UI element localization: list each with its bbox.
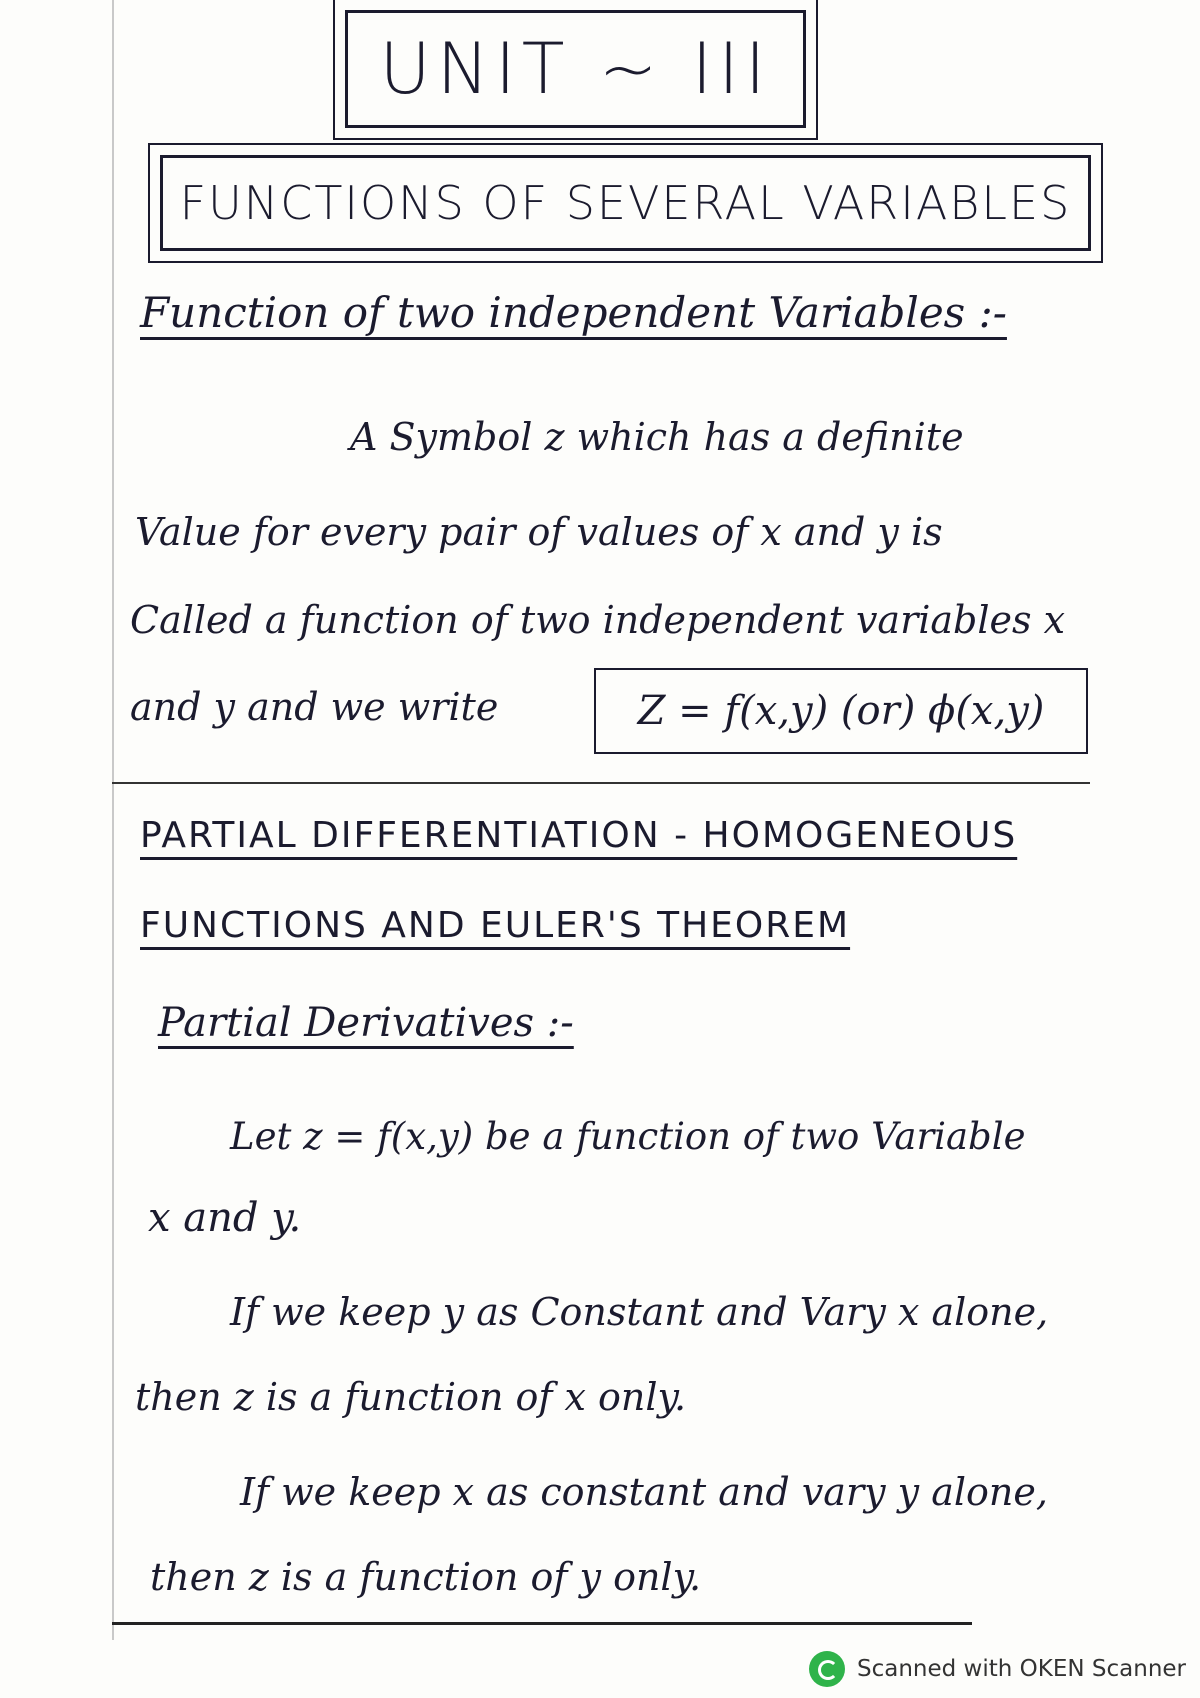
definition-line-1: A Symbol z which has a definite	[350, 415, 964, 459]
scanner-logo-icon	[809, 1651, 845, 1687]
subheading-partial-derivatives: Partial Derivatives :-	[158, 1000, 574, 1046]
page-bottom-edge	[112, 1622, 972, 1625]
body-line-6: then z is a function of y only.	[150, 1555, 702, 1599]
body-line-5: If we keep x as constant and vary y alone,	[240, 1470, 1048, 1514]
section-heading-function-two-variables: Function of two independent Variables :-	[140, 288, 1007, 337]
chapter-title: FUNCTIONS OF SEVERAL VARIABLES	[179, 176, 1072, 230]
formula: Z = f(x,y) (or) ϕ(x,y)	[637, 688, 1045, 734]
unit-title: UNIT ~ III	[379, 28, 772, 110]
section-heading-line-2: FUNCTIONS AND EULER'S THEOREM	[140, 905, 851, 946]
divider-line	[112, 782, 1090, 784]
unit-title-box	[345, 10, 806, 128]
margin-line	[112, 0, 114, 1640]
formula-box	[594, 668, 1088, 754]
scanner-watermark	[809, 1652, 1186, 1686]
body-line-4: then z is a function of x only.	[135, 1375, 687, 1419]
section-heading-line-1: PARTIAL DIFFERENTIATION - HOMOGENEOUS	[140, 815, 1018, 856]
definition-line-3: Called a function of two independent variables x	[130, 598, 1066, 642]
body-line-2: x and y.	[148, 1195, 302, 1241]
body-line-3: If we keep y as Constant and Vary x alone,	[230, 1290, 1049, 1334]
scanner-text: Scanned with OKEN Scanner	[857, 1656, 1186, 1682]
definition-line-4: and y and we write	[130, 685, 499, 729]
body-line-1: Let z = f(x,y) be a function of two Variable	[230, 1115, 1026, 1158]
chapter-title-box	[160, 155, 1091, 251]
definition-line-2: Value for every pair of values of x and y is	[135, 510, 943, 554]
